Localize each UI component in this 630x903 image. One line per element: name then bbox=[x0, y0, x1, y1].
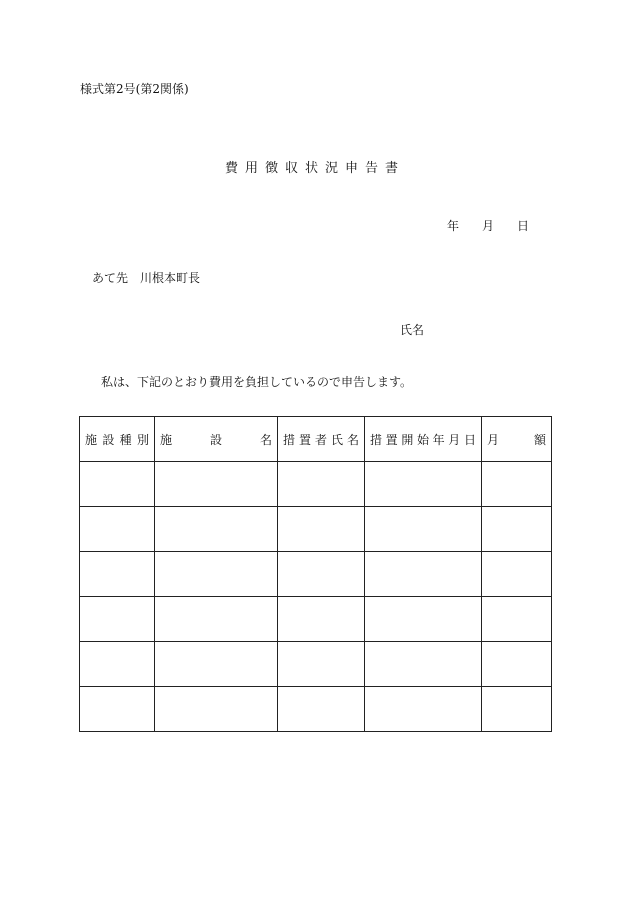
table-cell-facility-name[interactable] bbox=[155, 597, 278, 642]
table-cell-facility-name[interactable] bbox=[155, 552, 278, 597]
table-row bbox=[80, 462, 552, 507]
column-header-char: 置 bbox=[385, 432, 398, 447]
table-cell-recipient-name[interactable] bbox=[278, 597, 365, 642]
table-cell-recipient-name[interactable] bbox=[278, 507, 365, 552]
date-day-label: 日 bbox=[517, 219, 530, 233]
column-header-char: 月 bbox=[448, 432, 461, 447]
table-cell-start-date[interactable] bbox=[365, 462, 482, 507]
table-cell-recipient-name[interactable] bbox=[278, 552, 365, 597]
table-cell-facility-type[interactable] bbox=[80, 507, 155, 552]
name-label: 氏名 bbox=[400, 323, 425, 337]
table-body bbox=[80, 462, 552, 732]
column-header-char: 名 bbox=[259, 432, 272, 447]
table-cell-recipient-name[interactable] bbox=[278, 462, 365, 507]
column-header-char: 月 bbox=[487, 432, 500, 447]
column-header-char: 開 bbox=[401, 432, 414, 447]
table-cell-facility-type[interactable] bbox=[80, 687, 155, 732]
table-row bbox=[80, 507, 552, 552]
table-cell-monthly-amount[interactable] bbox=[482, 462, 552, 507]
table-cell-start-date[interactable] bbox=[365, 507, 482, 552]
table-row bbox=[80, 687, 552, 732]
table-cell-facility-name[interactable] bbox=[155, 462, 278, 507]
table-cell-start-date[interactable] bbox=[365, 552, 482, 597]
table-cell-facility-type[interactable] bbox=[80, 642, 155, 687]
table-cell-facility-name[interactable] bbox=[155, 687, 278, 732]
column-header-monthly-amount bbox=[482, 417, 552, 462]
column-header-facility-type bbox=[80, 417, 155, 462]
statement-text: 私は、下記のとおり費用を負担しているので申告します。 bbox=[101, 375, 413, 389]
column-header-char: 措 bbox=[370, 432, 383, 447]
table-row bbox=[80, 597, 552, 642]
table-cell-recipient-name[interactable] bbox=[278, 642, 365, 687]
addressee bbox=[92, 269, 200, 286]
column-header-facility-name bbox=[155, 417, 278, 462]
column-header-char: 日 bbox=[463, 432, 476, 447]
table-cell-facility-type[interactable] bbox=[80, 552, 155, 597]
addressee-name: 川根本町長 bbox=[140, 271, 201, 285]
table-cell-monthly-amount[interactable] bbox=[482, 642, 552, 687]
column-header-text bbox=[482, 431, 551, 448]
column-header-recipient-name bbox=[278, 417, 365, 462]
column-header-text bbox=[365, 431, 481, 448]
column-header-char: 別 bbox=[136, 432, 149, 447]
column-header-char: 始 bbox=[416, 432, 429, 447]
column-header-char: 名 bbox=[346, 432, 359, 447]
table-row bbox=[80, 552, 552, 597]
column-header-char: 設 bbox=[102, 432, 115, 447]
table-cell-monthly-amount[interactable] bbox=[482, 687, 552, 732]
date-month-label: 月 bbox=[482, 219, 495, 233]
table-cell-monthly-amount[interactable] bbox=[482, 552, 552, 597]
column-header-start-date bbox=[365, 417, 482, 462]
table-cell-start-date[interactable] bbox=[365, 687, 482, 732]
column-header-char: 額 bbox=[533, 432, 546, 447]
table-cell-start-date[interactable] bbox=[365, 642, 482, 687]
table-cell-facility-name[interactable] bbox=[155, 642, 278, 687]
column-header-char: 措 bbox=[283, 432, 296, 447]
column-header-char: 氏 bbox=[330, 432, 343, 447]
table-cell-monthly-amount[interactable] bbox=[482, 507, 552, 552]
date-year-label: 年 bbox=[447, 219, 460, 233]
table-row bbox=[80, 642, 552, 687]
table-cell-facility-name[interactable] bbox=[155, 507, 278, 552]
column-header-char: 設 bbox=[209, 432, 222, 447]
table-cell-facility-type[interactable] bbox=[80, 462, 155, 507]
column-header-text bbox=[278, 431, 364, 448]
column-header-char: 施 bbox=[85, 432, 98, 447]
table-cell-recipient-name[interactable] bbox=[278, 687, 365, 732]
column-header-char: 置 bbox=[298, 432, 311, 447]
form-number: 様式第2号(第2関係) bbox=[80, 82, 189, 96]
records-table bbox=[79, 416, 552, 732]
column-header-char: 年 bbox=[432, 432, 445, 447]
addressee-label: あて先 bbox=[92, 271, 129, 285]
column-header-text bbox=[80, 431, 154, 448]
document-title: 費用徴収状況申告書 bbox=[224, 161, 405, 176]
table-cell-start-date[interactable] bbox=[365, 597, 482, 642]
column-header-char: 施 bbox=[160, 432, 173, 447]
column-header-char: 者 bbox=[314, 432, 327, 447]
table-header-row bbox=[80, 417, 552, 462]
table-cell-monthly-amount[interactable] bbox=[482, 597, 552, 642]
table-cell-facility-type[interactable] bbox=[80, 597, 155, 642]
column-header-char: 種 bbox=[119, 432, 132, 447]
column-header-text bbox=[155, 431, 277, 448]
